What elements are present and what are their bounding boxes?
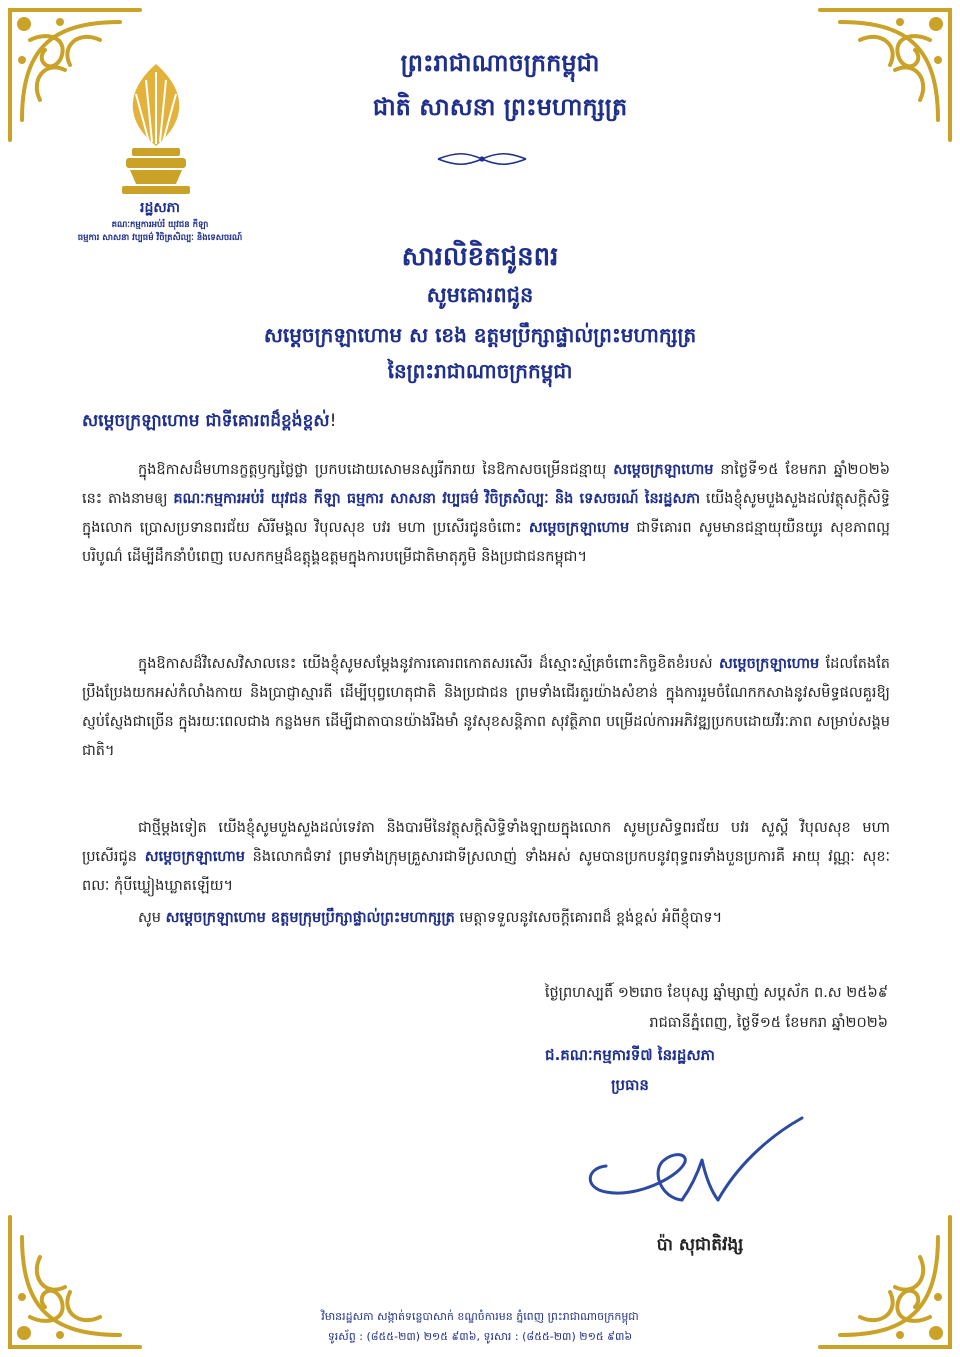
emphasis-run: សម្តេចក្រឡាហោម xyxy=(144,849,245,865)
emphasis-run: សម្តេចក្រឡាហោម xyxy=(528,520,630,536)
body-paragraph-2 xyxy=(82,650,890,766)
body-paragraph-1 xyxy=(82,456,890,572)
letter-title: សារលិខិតជូនពរ xyxy=(401,242,559,272)
footer-contact: ទូរស័ព្ទ : (៨៥៥-២៣) ២១៥ ៩៣៦, ទូរសារ : (៨៥៥-២៣) ២១៥ ៩៣៦ xyxy=(327,1330,633,1343)
text-run: ក្នុងឱកាសដ៏វិសេសវិសាលនេះ យើងខ្ញុំសូមសម្តែងនូវការគោរពកោតសរសើរ ដ៏ស្មោះស្ម័គ្រចំពោះកិច្ចខិតខំរបស់ xyxy=(138,656,719,672)
text-run: និងលោកជំទាវ ព្រមទាំងក្រុមគ្រួសារជាទីស្រលាញ់ ទាំងអស់ សូមបានប្រកបនូវពុទ្ធពរទាំងបួនប្រការគឺ អាយុ វណ្ណៈ សុខៈ ពលៈ កុំបីឃ្លៀងឃ្លាតឡើយ។ xyxy=(82,849,890,894)
salutation-text: សម្តេចក្រឡាហោម ជាទីគោរពដ៏ខ្ពង់ខ្ពស់ xyxy=(82,411,330,431)
signatory-on-behalf: ជ.គណៈកម្មការទី៧ នៃរដ្ឋសភា xyxy=(545,1046,715,1064)
divider-flourish xyxy=(436,152,528,166)
corner-ornament-top-right xyxy=(810,0,960,150)
addressee-country: នៃព្រះរាជាណាចក្រកម្ពុជា xyxy=(387,359,573,383)
kingdom-heading: ព្រះរាជាណាចក្រកម្ពុជា xyxy=(400,49,600,77)
text-run: យើងខ្ញុំសូមបួងសួងដល់វត្ថុសក្តិសិទ្ធិក្នុងលោក ប្រោសប្រទានពរជ័យ សិរីមង្គល វិបុលសុខ បវរ មហា ប្រសើរជូនចំពោះ xyxy=(82,491,890,536)
emphasis-run: សម្តេចក្រឡាហោម xyxy=(718,656,820,672)
body-paragraph-3 xyxy=(82,814,890,901)
salutation xyxy=(82,410,336,435)
emphasis-run: សម្តេចក្រឡាហោម xyxy=(613,462,714,478)
emphasis-run: គណៈកម្មការអប់រំ យុវជន កីឡា ធម្មការ សាសនា វប្បធម៌ វិចិត្រសិល្បៈ និង ទេសចរណ៍ នៃរដ្ឋសភា xyxy=(173,491,701,507)
addressee-name: សម្តេចក្រឡាហោម ស ខេង ឧត្តមប្រឹក្សាផ្ទាល់ព្រះមហាក្សត្រ xyxy=(263,323,697,347)
national-motto: ជាតិ សាសនា ព្រះមហាក្សត្រ xyxy=(372,93,628,121)
organization-name: រដ្ឋសភា xyxy=(140,200,180,216)
organization-committee-line2: ធម្មការ សាសនា វប្បធម៌ វិចិត្រសិល្បៈ និងទេសចរណ៍ xyxy=(77,233,243,243)
text-run: មេត្តាទទួលនូវសេចក្តីគោរពដ៏ ខ្ពង់ខ្ពស់ អំពីខ្ញុំបាទ។ xyxy=(454,910,723,926)
lunar-date: ថ្ងៃព្រហស្បតិ៍ ១២រោច ខែបុស្ស ឆ្នាំម្សាញ់ សប្តស័ក ព.ស ២៥៦៩ xyxy=(544,985,888,1001)
text-run: ដែលតែងតែប្រឹងប្រែងយកអស់កំលាំងកាយ និងប្រាជ្ញាស្មារតី ដើម្បីបុព្វហេតុជាតិ និងប្រជាជន ព្រមទាំងជើរតួរយ៉ាងសំខាន់ ក្នុងការរួមចំណែកកសាងនូវសមិទ្ធផលគួរឱ្យស្ញប់ស្ញែងជាច្រើន ក្នុងរយៈពេលជាង កន្លងមក ដើម្បីជាតាបានយ៉ាងរឹងមាំ នូវសុខសន្តិភាព សុវត្ថិភាព បម្រើដល់ការអភិវឌ្ឍប្រកបដោយវីរៈភាព សម្រាប់សង្គមជាតិ។ xyxy=(82,656,891,759)
text-run: នាថ្ងៃទី១៥ ខែមករា ឆ្នាំ២០២៦ នេះ តាងនាមឲ្យ xyxy=(82,462,890,507)
addressee-intro: សូមគោរពជូន xyxy=(426,283,534,307)
footer-address: វិមានរដ្ឋសភា សង្កាត់ទន្លេបាសាក់ ខណ្ឌចំការមន ភ្នំពេញ ព្រះរាជាណាចក្រកម្ពុជា xyxy=(321,1310,639,1323)
text-run: សូម xyxy=(138,910,166,926)
national-assembly-emblem xyxy=(96,60,216,200)
text-run: ក្នុងឱកាសដ៏មហានក្ខត្តឫក្សថ្លៃថ្លា ប្រកបដោយសោមនស្សរីករាយ នៃឱកាសចម្រើនជន្មាយុ xyxy=(138,462,614,478)
handwritten-signature xyxy=(566,1108,812,1216)
text-run: ជាទីគោរព សូមមានជន្មាយុយឺនយូរ សុខភាពល្អបរិបូណ៌ ដើម្បីដឹកនាំបំពេញ បេសកកម្មដ៏ឧត្តុង្គឧត្តមក្នុងការបម្រើជាតិមាតុភូមិ និងប្រជាជនកម្ពុជា។ xyxy=(82,520,890,565)
body-paragraph-4 xyxy=(82,904,890,933)
organization-block xyxy=(60,198,260,245)
signatory-title: ប្រធាន xyxy=(611,1076,649,1094)
signer-name: ប៉ា សុជាតិវង្ស xyxy=(656,1235,744,1255)
organization-committee-line1: គណៈកម្មការអប់រំ យុវជន កីឡា xyxy=(111,220,209,230)
text-run: ជាថ្មីម្តងទៀត យើងខ្ញុំសូមបួងសួងដល់ទេវតា និងបារមីនៃវត្ថុសក្តិសិទ្ធិទាំងឡាយក្នុងលោក សូមប្រសិទ្ធពរជ័យ បវរ សួស្តី វិបុលសុខ មហាប្រសើរជូន xyxy=(82,820,890,865)
salutation-punctuation: ! xyxy=(329,411,337,431)
emphasis-run: សម្តេចក្រឡាហោម ឧត្តមក្រុមប្រឹក្សាផ្ទាល់ព្រះមហាក្សត្រ xyxy=(165,910,455,926)
place-and-date: រាជធានីភ្នំពេញ, ថ្ងៃទី១៥ ខែមករា ឆ្នាំ២០២៦ xyxy=(649,1015,888,1031)
